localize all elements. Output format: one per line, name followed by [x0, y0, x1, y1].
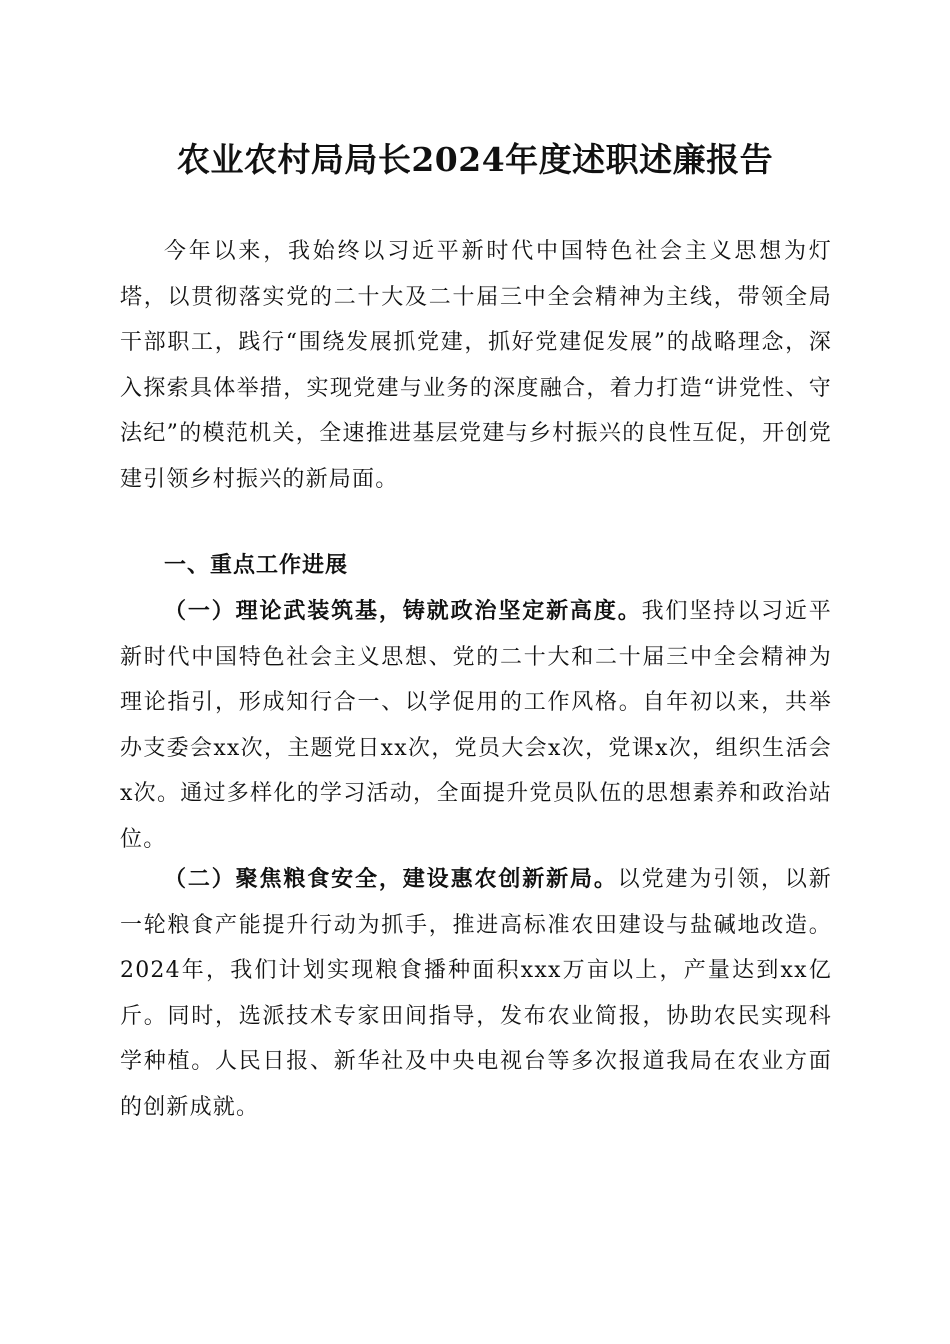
section-heading: 一、重点工作进展 — [164, 553, 349, 578]
intro-paragraph: 今年以来，我始终以习近平新时代中国特色社会主义思想为灯塔，以贯彻落实党的二十大及二十届三中全会精神为主线，带领全局干部职工，践行“围绕发展抓党建，抓好党建促发展”的战略理念，深入探索具体举措，实现党建与业务的深度融合，着力打造“讲党性、守法纪”的模范机关，全速推进基层党建与乡村振兴的良性互促，开创党建引领乡村振兴的新局面。 — [120, 239, 832, 492]
document-title: 农业农村局局长2024年度述职述廉报告 — [176, 140, 774, 179]
subsection-2-body: 以党建为引领，以新一轮粮食产能提升行动为抓手，推进高标准农田建设与盐碱地改造。2024年，我们计划实现粮食播种面积xxx万亩以上，产量达到xx亿斤。同时，选派技术专家田间指导，发布农业简报，协助农民实现科学种植。人民日报、新华社及中央电视台等多次报道我局在农业方面的创新成就。 — [120, 867, 832, 1120]
subsection-1-paragraph — [120, 589, 832, 862]
subsection-2-heading: （二）聚焦粮食安全，建设惠农创新新局。 — [164, 866, 618, 892]
subsection-1-heading: （一）理论武装筑基，铸就政治坚定新高度。 — [164, 598, 642, 624]
subsection-1-body: 我们坚持以习近平新时代中国特色社会主义思想、党的二十大和二十届三中全会精神为理论指引，形成知行合一、以学促用的工作风格。自年初以来，共举办支委会xx次，主题党日xx次，党员大会x次，党课x次，组织生活会x次。通过多样化的学习活动，全面提升党员队伍的思想素养和政治站位。 — [120, 599, 832, 852]
subsection-2-paragraph — [120, 857, 832, 1130]
